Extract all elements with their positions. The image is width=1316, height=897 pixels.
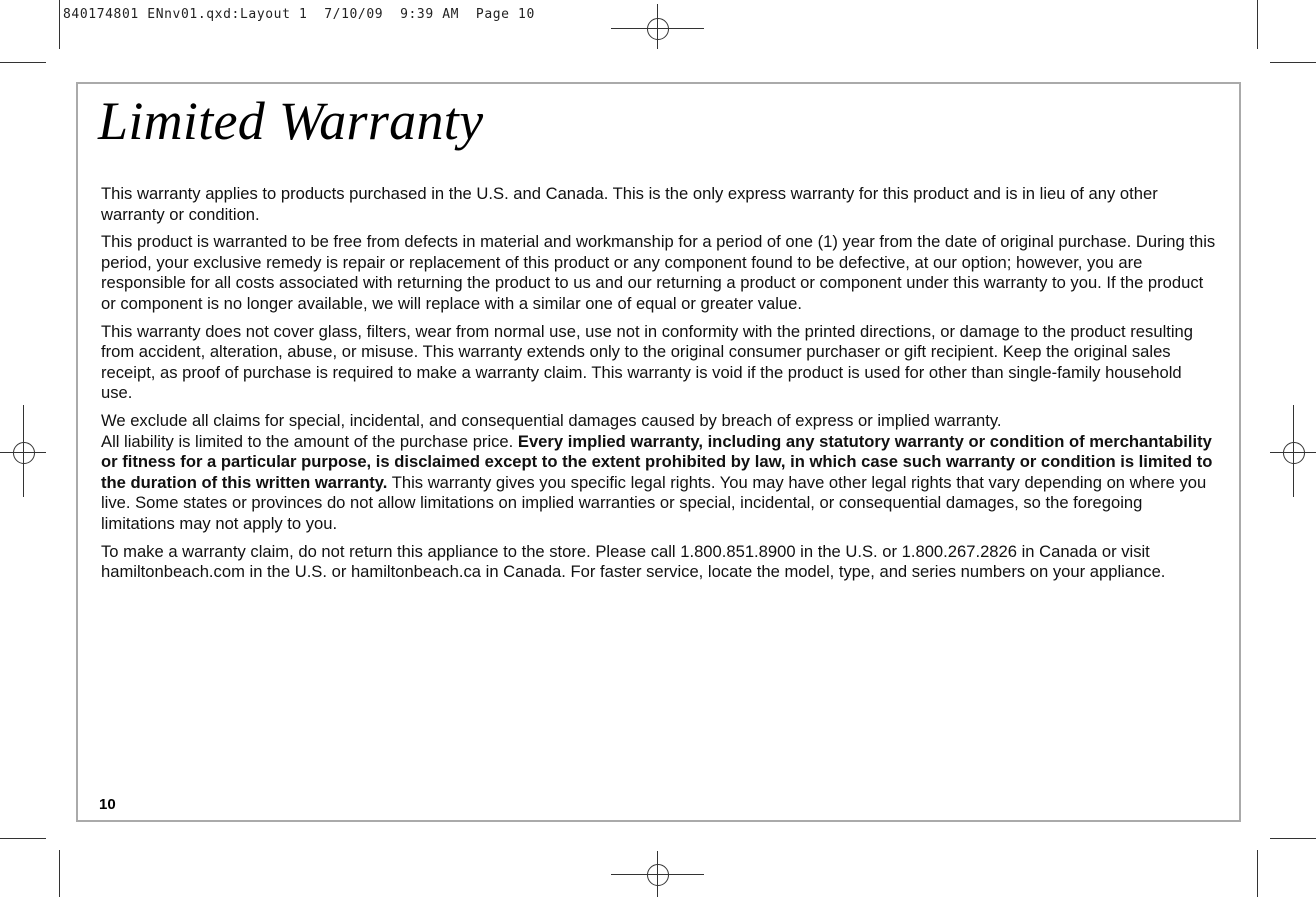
legal-rights-text: This warranty gives you specific legal rights. You may have other legal rights that vary depending on where you live. Some states or provinces do not allow limitations on implied warranties or special, incidental, or consequential damages, so the foregoing limitations may not apply to you.: [101, 472, 1207, 533]
registration-mark-left-circle: [13, 442, 35, 464]
crop-mark-bottom-left-horizontal: [0, 838, 46, 839]
paragraph-claim-instructions: To make a warranty claim, do not return this appliance to the store. Please call 1.800.851.8900 in the U.S. or 1.800.267.2826 in Canada or visit hamiltonbeach.com in the U.S. or hamiltonbeach.ca in Canada. For faster service, locate the model, type, and series numbers on your appliance.: [101, 541, 1166, 582]
crop-mark-top-right-horizontal: [1270, 62, 1316, 63]
paragraph-exclusions: This warranty does not cover glass, filters, wear from normal use, use not in conformity with the printed directions, or damage to the product resulting from accident, alteration, abuse, or misuse. This warranty extends only to the original consumer purchaser or gift recipient. Keep the original sales receipt, as proof of purchase is required to make a warranty claim. This warranty is void if the product is used for other than single-family household use.: [101, 321, 1194, 403]
liability-intro: All liability is limited to the amount of the purchase price.: [101, 431, 518, 451]
page-number: 10: [99, 796, 116, 813]
crop-mark-bottom-right-vertical: [1257, 850, 1258, 897]
crop-mark-bottom-left-vertical: [59, 850, 60, 897]
implied-warranty-disclaimer: Every implied warranty, including any statutory warranty or condition of merchantability or fitness for a particular purpose, is disclaimed except to the extent prohibited by law, in which case such warranty or condition is limited to the duration of this written warranty.: [101, 431, 1213, 492]
paragraph-coverage: This product is warranted to be free from defects in material and workmanship for a period of one (1) year from the date of original purchase. During this period, your exclusive remedy is repair or replacement of this product or any component found to be defective, at our option; however, you are responsible for all costs associated with returning the product to us and our returning a product or component under this warranty to you. If the product or component is no longer available, we will replace with a similar one of equal or greater value.: [101, 232, 1216, 313]
crop-mark-top-right-vertical: [1257, 0, 1258, 49]
crop-mark-top-left-vertical: [59, 0, 60, 49]
warranty-body: [101, 184, 1216, 590]
registration-mark-right-circle: [1283, 442, 1305, 464]
paragraph-scope: This warranty applies to products purchased in the U.S. and Canada. This is the only express warranty for this product and is in lieu of any other warranty or condition.: [101, 184, 1158, 224]
registration-mark-top-circle: [647, 18, 669, 40]
paragraph-liability: [101, 432, 1216, 535]
crop-mark-bottom-right-horizontal: [1270, 838, 1316, 839]
registration-mark-bottom-circle: [647, 864, 669, 886]
print-slug: 840174801 ENnv01.qxd:Layout 1 7/10/09 9:39 AM Page 10: [63, 7, 535, 22]
page-title: Limited Warranty: [98, 91, 484, 151]
crop-mark-top-left-horizontal: [0, 62, 46, 63]
paragraph-damages-exclusion: We exclude all claims for special, incidental, and consequential damages caused by breach of express or implied warranty.: [101, 410, 1002, 430]
